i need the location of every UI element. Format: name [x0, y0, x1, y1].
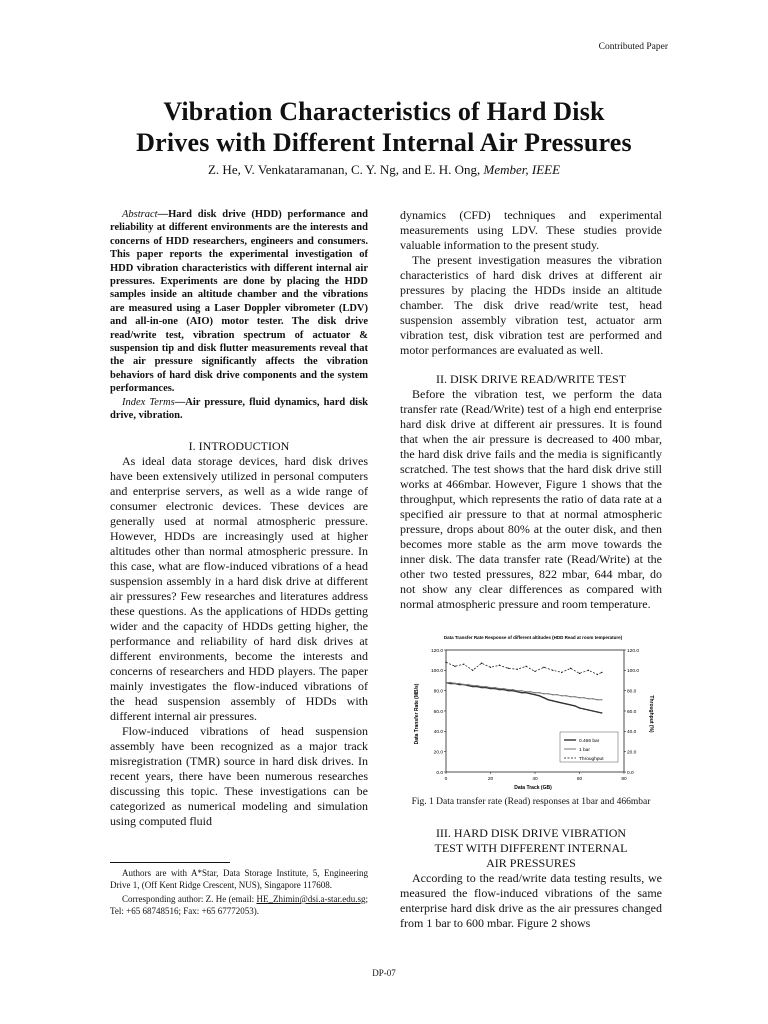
data-point: [468, 684, 469, 685]
data-point: [454, 666, 455, 667]
data-point: [561, 695, 562, 696]
section-1-heading: I. INTRODUCTION: [188, 438, 290, 453]
data-point: [570, 696, 571, 697]
data-point: [463, 664, 464, 665]
series-throughput-line: [446, 662, 602, 674]
section-3: [400, 826, 662, 931]
data-point: [525, 666, 526, 667]
data-point: [481, 663, 482, 664]
chart-y2label: Throughput (%): [648, 695, 654, 733]
index-terms: [110, 396, 368, 423]
data-point: [534, 671, 535, 672]
right-paragraph-2: The present investigation measures the vibration characteristics of hard disk drives at different air pressures by placing the HDDs inside an altitude chamber. The disk drive read/write test, head suspension assembly vibration test, actuator arm vibration test, disk vibration test are performed and motor performances are evaluated as well.: [400, 253, 662, 357]
y2-tick-label: 0.0: [627, 770, 634, 776]
data-point: [583, 708, 584, 709]
footnote-correspondence: [110, 894, 368, 917]
title-line-1: Vibration Characteristics of Hard Disk: [163, 97, 605, 126]
data-point: [601, 699, 602, 700]
title-line-2: Drives with Different Internal Air Pressures: [136, 128, 632, 157]
data-point: [601, 712, 602, 713]
data-point: [521, 692, 522, 693]
data-point: [548, 693, 549, 694]
data-point: [503, 688, 504, 689]
data-point: [570, 668, 571, 669]
data-point: [552, 700, 553, 701]
data-point: [557, 701, 558, 702]
chart-xlabel: Data Track (GB): [514, 785, 552, 791]
data-point: [592, 698, 593, 699]
footnote-correspondence-prefix: Corresponding author: Z. He (email:: [122, 894, 257, 904]
data-point: [445, 682, 446, 683]
data-point: [548, 699, 549, 700]
index-terms-label: Index Terms: [122, 396, 175, 408]
data-point: [588, 698, 589, 699]
legend-label: Throughput: [579, 756, 604, 762]
section-2-paragraph-1: Before the vibration test, we perform the data transfer rate (Read/Write) test of a high end enterprise hard disk drive at different air pressures. It is found that when the air pressure is decreased to 400 mbar, the hard disk drive fails and the media is significantly scratched. The test shows that the hard disk drive still works at 466mbar. However, Figure 1 shows that the throughput, which represents the ratio of data rate at a specified air pressure to that at normal atmospheric pressure, drops about 80% at the outer disk, and then becomes more stable as the arm move towards the inner disk. The data transfer rate (Read/Write) at the other two tested pressures, 822 mbar, 644 mbar, do not show any clear differences as compared with normal atmospheric pressure and room temperature.: [400, 387, 662, 611]
y-tick-label: 100.0: [430, 669, 443, 675]
data-point: [490, 667, 491, 668]
data-point: [601, 672, 602, 673]
figure-1-caption: Fig. 1 Data transfer rate (Read) responses at 1bar and 466mbar: [411, 797, 651, 807]
data-point: [472, 670, 473, 671]
abstract: [110, 208, 368, 396]
data-point: [592, 710, 593, 711]
section-1-paragraph-1: As ideal data storage devices, hard disk drives have been extensively utilized in personal computers and enterprise servers, as well as a wide range of consumer electronic devices. These devices are generally used at normal atmospheric pressure. However, HDDs are increasingly used at higher altitudes other than normal atmospheric pressure. In this case, what are flow-induced vibrations of a head suspension assembly in a hard disk drive at different air pressures? Few researches and literatures address these questions. As the applications of HDDs getting wider and the capacity of HDDs getting higher, the performance and reliability of hard disk drives at different environments, become the interests and concerns of researchers and HDD players. The paper mainly investigates the flow-induced vibrations of the head suspension assembly of HDDs with different internal air pressures.: [110, 453, 368, 723]
data-point: [463, 684, 464, 685]
data-point: [561, 672, 562, 673]
y-tick-label: 80.0: [433, 689, 443, 695]
data-point: [566, 695, 567, 696]
data-point: [472, 685, 473, 686]
data-point: [543, 667, 544, 668]
footnotes: [110, 868, 368, 920]
abstract-text: —Hard disk drive (HDD) performance and reliability at different environments are the interests and concerns of HDD researchers, engineers and consumers. This paper reports the experimental investigation of HDD vibration characteristics with different internal air pressures. Experiments are done by placing the HDD samples inside an altitude chamber and the vibrations are measured using a Laser Doppler vibrometer (LDV) and all-in-one (AIO) motor tester. The disk drive read/write test, vibration spectrum of actuator & suspension tip and disk flutter measurements reveal that the air pressure significantly affects the vibration behaviors of hard disk drive components and the system performances.: [110, 209, 368, 395]
data-point: [539, 692, 540, 693]
data-point: [450, 682, 451, 683]
data-point: [552, 694, 553, 695]
x-tick-label: 60: [576, 777, 583, 782]
data-point: [579, 697, 580, 698]
right-column: [400, 208, 662, 612]
data-point: [530, 691, 531, 692]
chart-legend: [560, 732, 618, 762]
y-tick-label: 60.0: [433, 709, 443, 715]
y2-tick-label: 60.0: [627, 709, 637, 715]
data-point: [525, 691, 526, 692]
data-point: [543, 697, 544, 698]
chart-title: Data Transfer Rate Response of different altitudes (HDD Read at room temperature): [443, 635, 623, 640]
chart-ylabel: Data Transfer Rate (MB/s): [414, 683, 420, 745]
data-point: [459, 683, 460, 684]
data-point: [588, 670, 589, 671]
data-point: [574, 705, 575, 706]
figure-1: [410, 632, 656, 792]
legend-label: 0.466 bar: [579, 738, 600, 744]
data-point: [481, 686, 482, 687]
data-point: [499, 665, 500, 666]
left-column: [110, 208, 368, 829]
data-point: [574, 696, 575, 697]
data-point: [534, 692, 535, 693]
data-point: [445, 662, 446, 663]
y-tick-label: 40.0: [433, 730, 443, 736]
section-3-heading-line-1: III. HARD DISK DRIVE VIBRATION: [435, 826, 627, 840]
y-tick-label: 20.0: [433, 750, 443, 756]
data-point: [517, 690, 518, 691]
x-tick-label: 20: [487, 777, 494, 782]
data-point: [557, 694, 558, 695]
data-point: [597, 711, 598, 712]
index-terms-text: —Air pressure, fluid dynamics, hard disk drive, vibration.: [110, 396, 369, 422]
data-point: [508, 668, 509, 669]
legend-label: 1 bar: [579, 747, 590, 753]
data-point: [552, 670, 553, 671]
section-3-heading-line-2: TEST WITH DIFFERENT INTERNAL: [434, 841, 628, 855]
data-point: [597, 674, 598, 675]
data-point: [485, 686, 486, 687]
paper-title: [0, 96, 768, 158]
y-tick-label: 0.0: [436, 770, 443, 776]
data-point: [597, 699, 598, 700]
author-membership: Member, IEEE: [483, 162, 561, 177]
data-point: [517, 669, 518, 670]
y2-tick-label: 80.0: [627, 689, 637, 695]
section-2-heading: II. DISK DRIVE READ/WRITE TEST: [435, 372, 627, 386]
data-point: [512, 689, 513, 690]
data-point: [561, 702, 562, 703]
y2-tick-label: 40.0: [627, 730, 637, 736]
email-link[interactable]: HE_Zhimin@dsi.a-star.edu.sg: [256, 894, 366, 904]
data-point: [521, 690, 522, 691]
data-point: [454, 683, 455, 684]
abstract-label: Abstract: [122, 209, 158, 220]
page-number: DP-07: [372, 968, 396, 978]
header-label: Contributed Paper: [598, 42, 668, 52]
footnote-affiliation: Authors are with A*Star, Data Storage Institute, 5, Engineering Drive 1, (Off Kent Ridge Crescent, NUS), Singapore 117608.: [110, 868, 368, 890]
section-1-paragraph-2: Flow-induced vibrations of head suspension assembly have been recognized as a major track misregistration (TMR) source in hard disk drives. In recent years, there have been numerous researches discussing this topic. These investigations can be categorized as numerical modeling and simulation using computed fluid: [110, 723, 368, 828]
footnote-correspondence-suffix: ; Tel: +65 68748516; Fax: +65 67772053).: [110, 894, 368, 916]
y-tick-label: 120.0: [430, 648, 443, 654]
data-point: [539, 695, 540, 696]
y2-tick-label: 120.0: [627, 648, 640, 654]
data-point: [508, 689, 509, 690]
footnote-divider: [110, 862, 230, 863]
data-point: [534, 694, 535, 695]
author-line: [0, 162, 768, 178]
data-point: [583, 697, 584, 698]
y2-tick-label: 100.0: [627, 669, 640, 675]
series-1bar-line: [446, 683, 602, 700]
y2-tick-label: 20.0: [627, 750, 637, 756]
data-point: [477, 685, 478, 686]
data-point: [490, 687, 491, 688]
data-point: [530, 693, 531, 694]
x-tick-label: 40: [532, 777, 538, 782]
section-3-paragraph-1: According to the read/write data testing results, we measured the flow-induced vibrations of the same enterprise hard disk drive as the air pressures changed from 1 bar to 600 mbar. Figure 2 shows: [400, 871, 662, 930]
data-point: [566, 703, 567, 704]
data-point: [579, 673, 580, 674]
data-point: [494, 687, 495, 688]
data-point: [588, 709, 589, 710]
figure-1-chart: [410, 632, 656, 792]
right-paragraph-1: dynamics (CFD) techniques and experimental measurements using LDV. These studies provide valuable information to the present study.: [400, 208, 662, 252]
data-point: [570, 704, 571, 705]
data-point: [499, 688, 500, 689]
data-point: [579, 707, 580, 708]
data-point: [543, 693, 544, 694]
x-tick-label: 0: [444, 777, 448, 782]
section-3-heading-line-3: AIR PRESSURES: [486, 856, 576, 870]
author-names: Z. He, V. Venkataramanan, C. Y. Ng, and E. H. Ong,: [207, 162, 481, 177]
x-tick-label: 80: [621, 777, 627, 782]
